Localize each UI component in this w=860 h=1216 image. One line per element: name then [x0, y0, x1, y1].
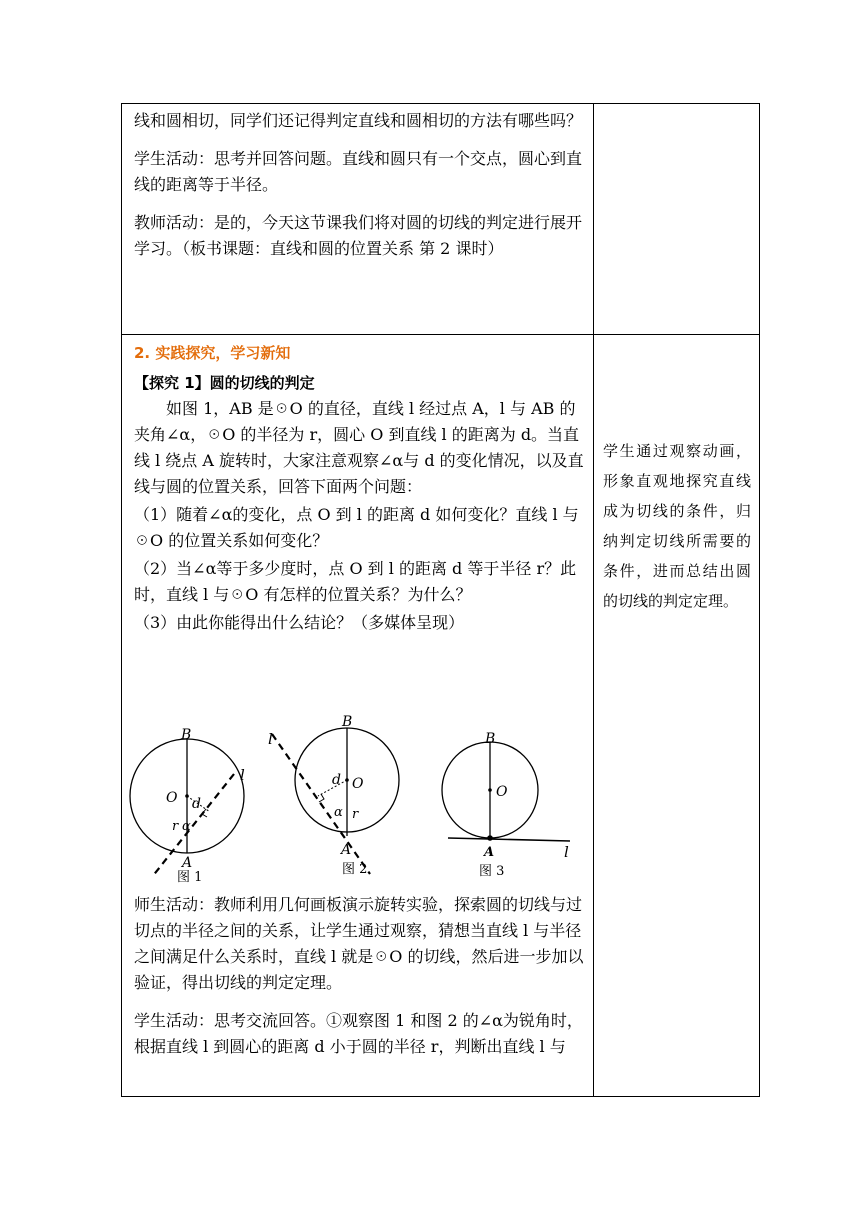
figure-caption: 图 3 — [479, 864, 505, 879]
label-d: d — [192, 796, 201, 812]
paragraph: 线和圆相切，同学们还记得判定直线和圆相切的方法有哪些吗？ — [134, 111, 583, 130]
label-alpha: α — [334, 805, 343, 820]
label-d: d — [332, 772, 341, 788]
label-O: O — [496, 784, 508, 800]
label-B: B — [485, 731, 496, 747]
figure-1 — [130, 727, 245, 884]
question-3: （3）由此你能得出什么结论？（多媒体呈现） — [134, 613, 465, 632]
label-O: O — [352, 776, 364, 792]
lesson-table — [121, 103, 760, 1097]
label-l: l — [268, 730, 273, 748]
label-alpha: α — [182, 819, 191, 834]
after-figures — [134, 892, 588, 1060]
paragraph: 师生活动：教师利用几何画板演示旋转实验，探索圆的切线与过切点的半径之间的关系，让学生通过观察，猜想当直线 l 与半径之间满足什么关系时，直线 l 就是☉O 的切线，然后进一步加以验证，得出切线的判定定理。 — [134, 895, 584, 992]
section-heading: 2. 实践探究，学习新知 — [134, 344, 291, 362]
label-A: A — [182, 855, 193, 871]
question-2: （2）当∠α等于多少度时，点 O 到 l 的距离 d 等于半径 r？此时，直线 l 与☉O 有怎样的位置关系？为什么？ — [134, 559, 577, 604]
question-1: （1）随着∠α的变化，点 O 到 l 的距离 d 如何变化？直线 l 与☉O 的位置关系如何变化？ — [134, 505, 579, 550]
label-A: A — [341, 842, 352, 858]
label-r: r — [172, 819, 179, 834]
row-divider — [122, 334, 759, 335]
top-cell — [134, 108, 588, 262]
side-note: 学生通过观察动画，形象直观地探究直线成为切线的条件，归纳判定切线所需要的条件，进而总结出圆的切线的判定定理。 — [603, 442, 751, 610]
label-l: l — [240, 766, 245, 784]
figure-3 — [442, 731, 570, 879]
main-cell — [134, 340, 588, 636]
figure-caption: 图 1 — [177, 870, 203, 884]
figures — [122, 712, 592, 884]
label-B: B — [342, 714, 353, 730]
label-B: B — [181, 727, 192, 743]
paragraph: 如图 1，AB 是☉O 的直径，直线 l 经过点 A，l 与 AB 的夹角∠α，☉O 的半径为 r，圆心 O 到直线 l 的距离为 d。当直线 l 绕点 A 旋转时，大家注意观察∠α与 d 的变化情况，以及直线与圆的位置关系，回答下面两个问题： — [134, 399, 584, 496]
paragraph: 学生活动：思考并回答问题。直线和圆只有一个交点，圆心到直线的距离等于半径。 — [134, 149, 583, 194]
label-A: A — [484, 845, 495, 860]
figure-caption: 图 2 — [342, 862, 368, 877]
label-r: r — [352, 807, 359, 822]
figure-2 — [268, 714, 399, 877]
column-divider — [593, 104, 594, 1096]
label-O: O — [166, 790, 178, 806]
paragraph: 学生活动：思考交流回答。①观察图 1 和图 2 的∠α为锐角时，根据直线 l 到圆心的距离 d 小于圆的半径 r，判断出直线 l 与 — [134, 1011, 583, 1056]
section-subheading: 【探究 1】圆的切线的判定 — [134, 374, 315, 392]
paragraph: 教师活动：是的，今天这节课我们将对圆的切线的判定进行展开学习。（板书课题：直线和圆的位置关系 第 2 课时） — [134, 213, 583, 258]
label-l: l — [564, 843, 569, 861]
